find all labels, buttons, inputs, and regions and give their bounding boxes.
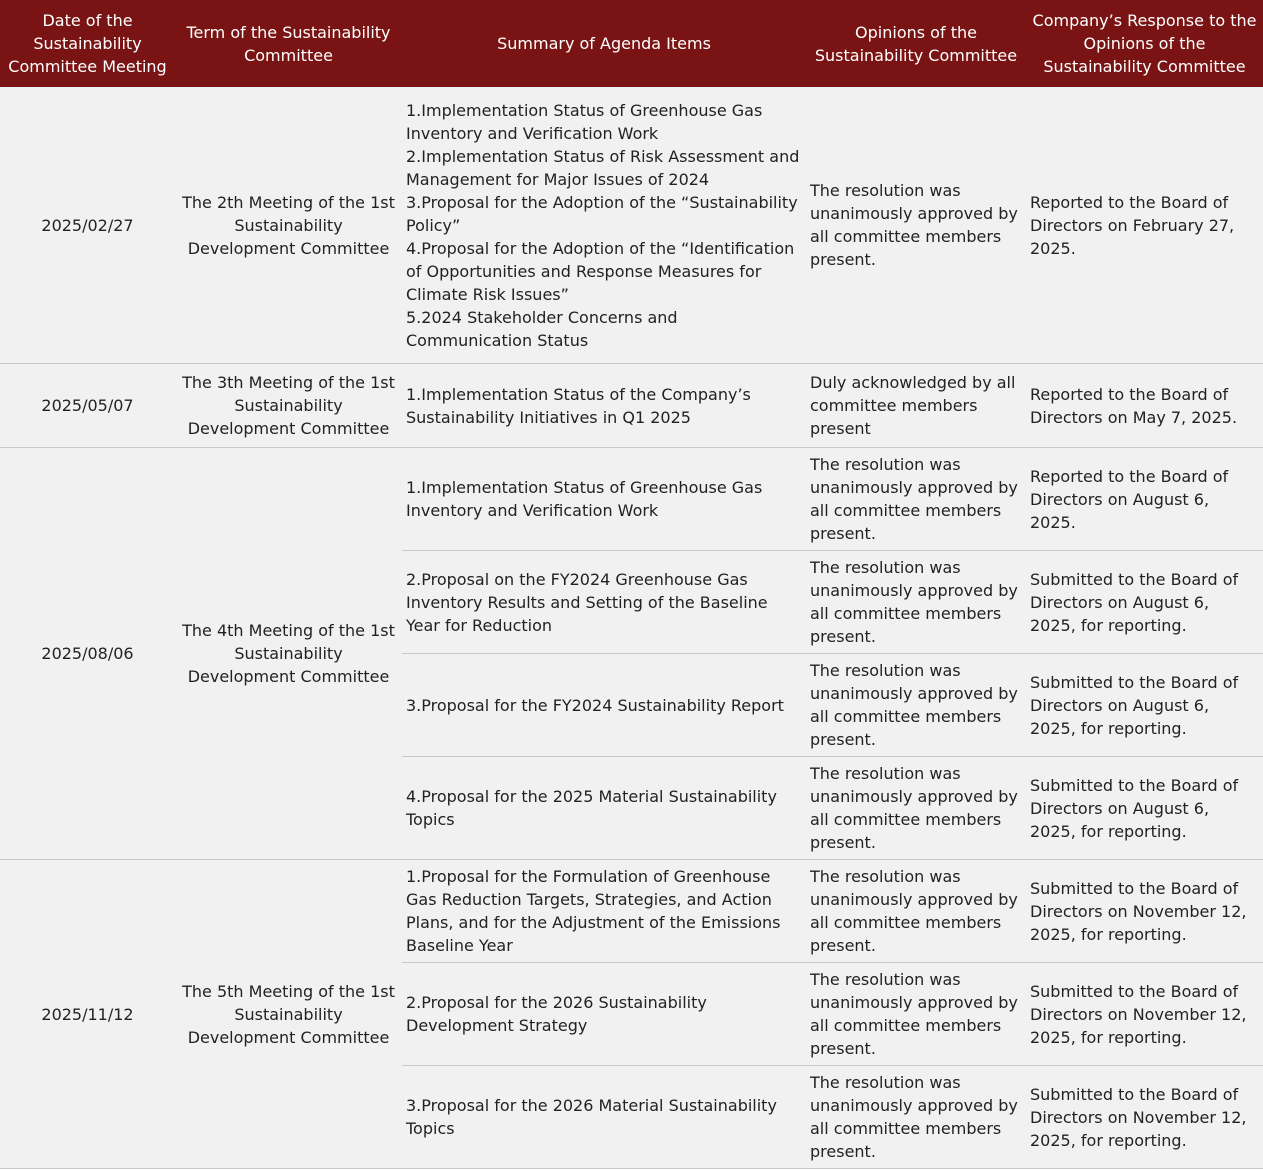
agenda-item: 4.Proposal for the 2025 Material Sustainability Topics — [402, 757, 806, 860]
header-committee-term: Term of the Sustainability Committee — [175, 0, 402, 87]
agenda-item: 3.Proposal for the 2026 Material Sustainability Topics — [402, 1066, 806, 1169]
header-agenda-summary: Summary of Agenda Items — [402, 0, 806, 87]
company-response: Submitted to the Board of Directors on November 12, 2025, for reporting. — [1026, 860, 1263, 963]
company-response: Submitted to the Board of Directors on August 6, 2025, for reporting. — [1026, 654, 1263, 757]
committee-opinion: The resolution was unanimously approved by all committee members present. — [806, 654, 1026, 757]
agenda-item: 1.Implementation Status of Greenhouse Gas Inventory and Verification Work — [402, 448, 806, 551]
table-row — [0, 364, 1263, 448]
company-response: Submitted to the Board of Directors on November 12, 2025, for reporting. — [1026, 1066, 1263, 1169]
committee-opinion: The resolution was unanimously approved by all committee members present. — [806, 448, 1026, 551]
meeting-date: 2025/11/12 — [0, 860, 175, 1169]
agenda-item: 3.Proposal for the FY2024 Sustainability Report — [402, 654, 806, 757]
table-row — [0, 448, 1263, 551]
meeting-date: 2025/05/07 — [0, 364, 175, 448]
agenda-item: 1.Implementation Status of the Company’s Sustainability Initiatives in Q1 2025 — [402, 364, 806, 448]
committee-opinion: The resolution was unanimously approved by all committee members present. — [806, 1066, 1026, 1169]
agenda-item: 2.Proposal for the 2026 Sustainability Development Strategy — [402, 963, 806, 1066]
committee-opinion: The resolution was unanimously approved by all committee members present. — [806, 551, 1026, 654]
agenda-item: 1.Proposal for the Formulation of Greenhouse Gas Reduction Targets, Strategies, and Action Plans, and for the Adjustment of the Emissions Baseline Year — [402, 860, 806, 963]
header-company-response: Company’s Response to the Opinions of the Sustainability Committee — [1026, 0, 1263, 87]
table-row — [0, 860, 1263, 963]
header-meeting-date: Date of the Sustainability Committee Meeting — [0, 0, 175, 87]
committee-opinion: The resolution was unanimously approved by all committee members present. — [806, 860, 1026, 963]
company-response: Submitted to the Board of Directors on August 6, 2025, for reporting. — [1026, 757, 1263, 860]
table-row — [0, 87, 1263, 364]
company-response: Submitted to the Board of Directors on August 6, 2025, for reporting. — [1026, 551, 1263, 654]
meeting-term: The 5th Meeting of the 1st Sustainability Development Committee — [175, 860, 402, 1169]
meeting-term: The 2th Meeting of the 1st Sustainability Development Committee — [175, 87, 402, 364]
meeting-date: 2025/08/06 — [0, 448, 175, 860]
table-header-row — [0, 0, 1263, 87]
header-committee-opinions: Opinions of the Sustainability Committee — [806, 0, 1026, 87]
meeting-term: The 3th Meeting of the 1st Sustainability Development Committee — [175, 364, 402, 448]
agenda-item: 2.Proposal on the FY2024 Greenhouse Gas Inventory Results and Setting of the Baseline Year for Reduction — [402, 551, 806, 654]
company-response: Submitted to the Board of Directors on November 12, 2025, for reporting. — [1026, 963, 1263, 1066]
company-response: Reported to the Board of Directors on February 27, 2025. — [1026, 87, 1263, 364]
committee-opinion: Duly acknowledged by all committee members present — [806, 364, 1026, 448]
company-response: Reported to the Board of Directors on August 6, 2025. — [1026, 448, 1263, 551]
company-response: Reported to the Board of Directors on May 7, 2025. — [1026, 364, 1263, 448]
meeting-term: The 4th Meeting of the 1st Sustainability Development Committee — [175, 448, 402, 860]
committee-opinion: The resolution was unanimously approved by all committee members present. — [806, 757, 1026, 860]
agenda-item: 1.Implementation Status of Greenhouse Gas Inventory and Verification Work 2.Implementation Status of Risk Assessment and Management for Major Issues of 2024 3.Proposal for the Adoption of the “Sustainability Policy” 4.Proposal for the Adoption of the “Identification of Opportunities and Response Measures for Climate Risk Issues” 5.2024 Stakeholder Concerns and Communication Status — [402, 87, 806, 364]
committee-opinion: The resolution was unanimously approved by all committee members present. — [806, 87, 1026, 364]
meeting-date: 2025/02/27 — [0, 87, 175, 364]
committee-opinion: The resolution was unanimously approved by all committee members present. — [806, 963, 1026, 1066]
